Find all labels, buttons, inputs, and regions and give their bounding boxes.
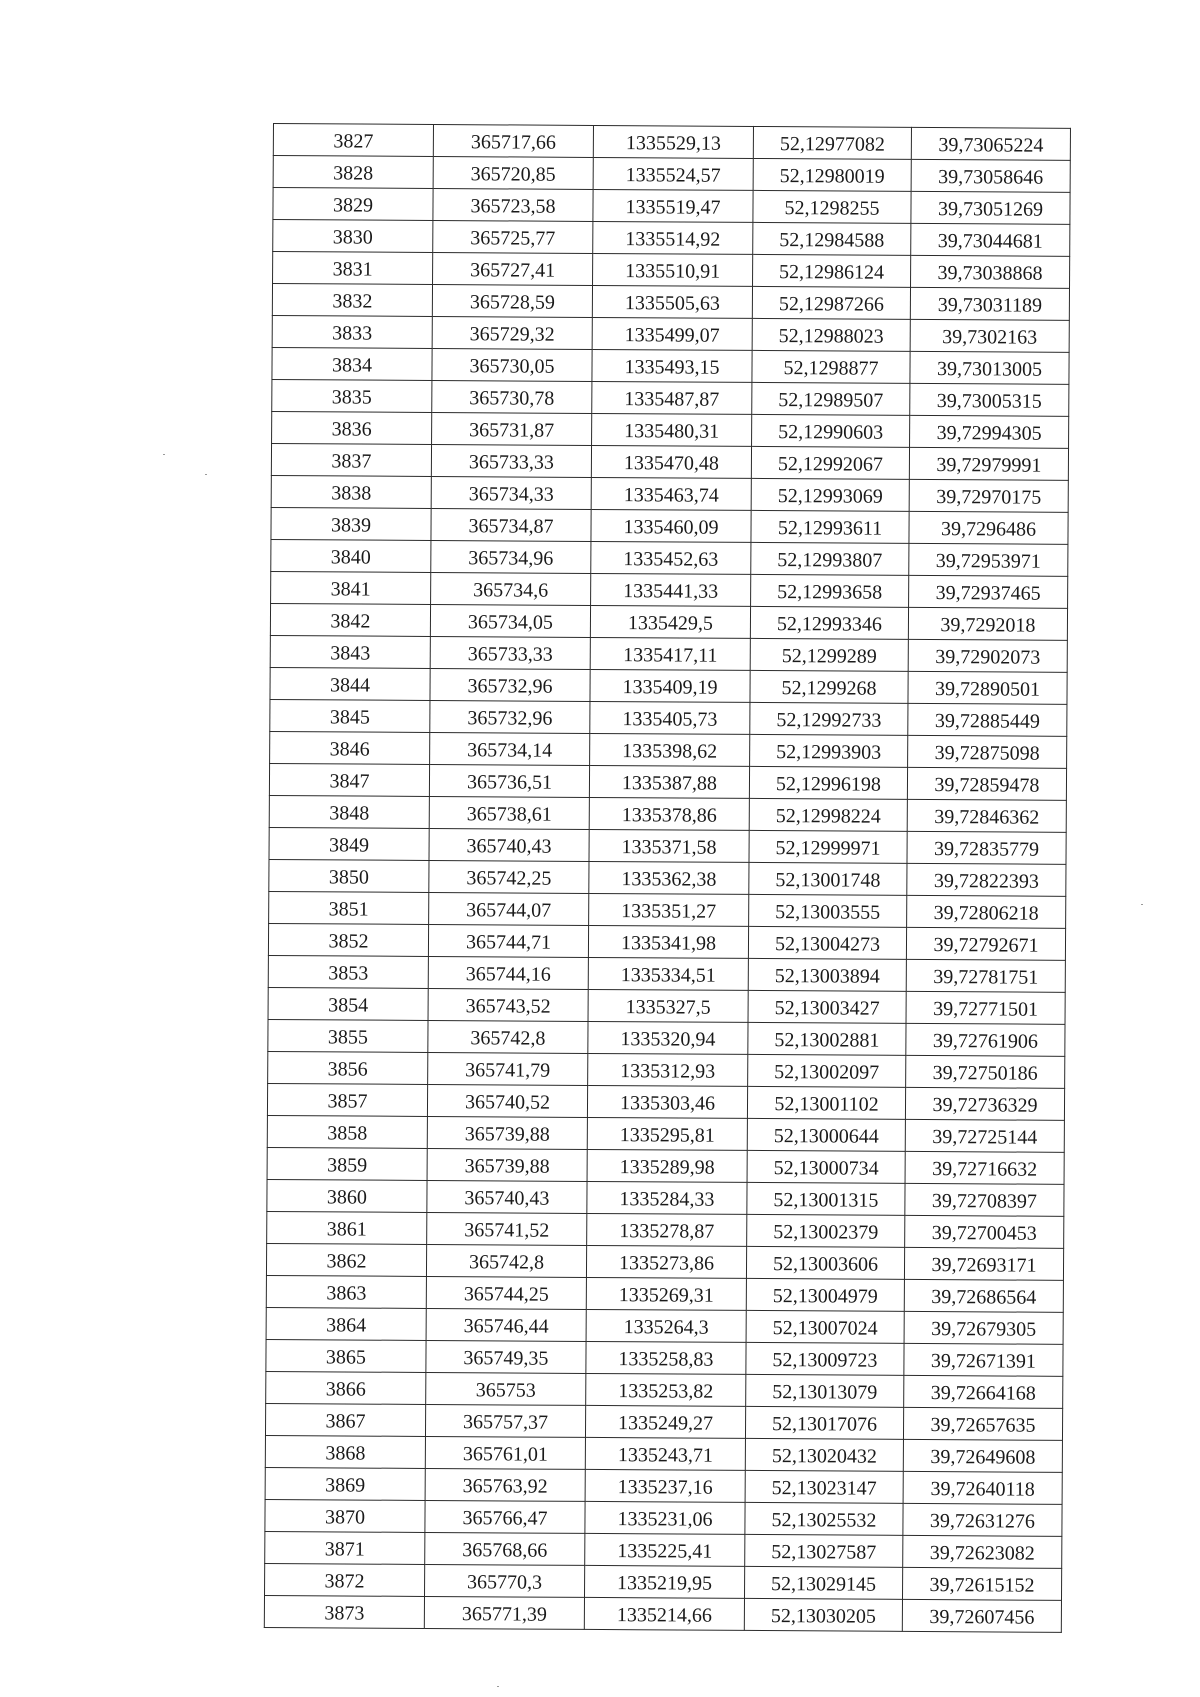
x-coordinate-cell: 365770,3 [425,1564,585,1597]
latitude-cell: 52,13027587 [745,1534,903,1567]
longitude-cell: 39,72806218 [907,895,1066,928]
table-row [267,1115,1064,1152]
latitude-cell: 52,1299289 [750,638,908,671]
point-number-cell: 3831 [273,252,433,285]
point-number-cell: 3832 [272,284,432,317]
x-coordinate-cell: 365742,8 [426,1244,586,1277]
latitude-cell: 52,13007024 [746,1310,904,1343]
longitude-cell: 39,72771501 [906,991,1065,1024]
point-number-cell: 3833 [272,315,432,348]
coordinates-table-body [264,124,1070,1633]
y-coordinate-cell: 1335398,62 [590,733,750,766]
latitude-cell: 52,12988023 [752,318,910,351]
y-coordinate-cell: 1335524,57 [593,157,753,190]
longitude-cell: 39,72875098 [908,735,1067,768]
longitude-cell: 39,73005315 [910,383,1069,416]
longitude-cell: 39,72979991 [909,447,1068,480]
latitude-cell: 52,12984588 [753,222,911,255]
y-coordinate-cell: 1335480,31 [592,413,752,446]
x-coordinate-cell: 365757,37 [425,1404,585,1437]
point-number-cell: 3850 [269,859,429,892]
x-coordinate-cell: 365761,01 [425,1436,585,1469]
latitude-cell: 52,12999971 [749,830,907,863]
x-coordinate-cell: 365733,33 [430,636,590,669]
x-coordinate-cell: 365734,96 [431,540,591,573]
point-number-cell: 3838 [271,475,431,508]
x-coordinate-cell: 365738,61 [429,796,589,829]
x-coordinate-cell: 365739,88 [427,1116,587,1149]
y-coordinate-cell: 1335409,19 [590,669,750,702]
y-coordinate-cell: 1335249,27 [585,1405,745,1438]
y-coordinate-cell: 1335487,87 [592,381,752,414]
latitude-cell: 52,13003606 [746,1246,904,1279]
longitude-cell: 39,72623082 [903,1535,1062,1568]
y-coordinate-cell: 1335273,86 [586,1245,746,1278]
table-row [265,1403,1062,1440]
longitude-cell: 39,72781751 [906,959,1065,992]
longitude-cell: 39,72686564 [904,1279,1063,1312]
scan-speck [1141,904,1143,905]
longitude-cell: 39,7292018 [908,607,1067,640]
latitude-cell: 52,13023147 [745,1470,903,1503]
point-number-cell: 3830 [273,220,433,253]
y-coordinate-cell: 1335320,94 [588,1021,748,1054]
point-number-cell: 3848 [269,795,429,828]
y-coordinate-cell: 1335334,51 [588,957,748,990]
longitude-cell: 39,72657635 [903,1407,1062,1440]
table-row [269,859,1066,896]
table-row [273,156,1070,193]
x-coordinate-cell: 365768,66 [425,1532,585,1565]
latitude-cell: 52,12989507 [752,382,910,415]
longitude-cell: 39,73031189 [910,287,1069,320]
point-number-cell: 3854 [268,987,428,1020]
table-row [266,1371,1063,1408]
latitude-cell: 52,13002379 [747,1214,905,1247]
table-row [270,603,1067,640]
x-coordinate-cell: 365720,85 [433,156,593,189]
table-row [270,699,1067,736]
latitude-cell: 52,12993658 [751,574,909,607]
x-coordinate-cell: 365732,96 [430,700,590,733]
x-coordinate-cell: 365742,25 [429,860,589,893]
table-row [272,284,1069,321]
x-coordinate-cell: 365727,41 [433,252,593,285]
x-coordinate-cell: 365729,32 [432,316,592,349]
y-coordinate-cell: 1335452,63 [591,541,751,574]
longitude-cell: 39,7302163 [910,319,1069,352]
latitude-cell: 52,12992733 [750,702,908,735]
y-coordinate-cell: 1335529,13 [593,125,753,158]
longitude-cell: 39,72664168 [904,1375,1063,1408]
longitude-cell: 39,72792671 [906,927,1065,960]
point-number-cell: 3855 [268,1019,428,1052]
y-coordinate-cell: 1335312,93 [588,1053,748,1086]
longitude-cell: 39,72859478 [907,767,1066,800]
longitude-cell: 39,72750186 [906,1055,1065,1088]
y-coordinate-cell: 1335258,83 [586,1341,746,1374]
point-number-cell: 3857 [267,1083,427,1116]
latitude-cell: 52,13029145 [744,1566,902,1599]
table-row [268,1051,1065,1088]
table-row [267,1083,1064,1120]
table-row [266,1307,1063,1344]
latitude-cell: 52,12992067 [751,446,909,479]
y-coordinate-cell: 1335514,92 [593,221,753,254]
latitude-cell: 52,12993069 [751,478,909,511]
y-coordinate-cell: 1335519,47 [593,189,753,222]
longitude-cell: 39,72736329 [905,1087,1064,1120]
longitude-cell: 39,72708397 [905,1183,1064,1216]
point-number-cell: 3837 [271,443,431,476]
y-coordinate-cell: 1335505,63 [592,285,752,318]
table-row [265,1467,1062,1504]
table-row [268,955,1065,992]
x-coordinate-cell: 365734,33 [431,476,591,509]
y-coordinate-cell: 1335253,82 [586,1373,746,1406]
longitude-cell: 39,73044681 [911,223,1070,256]
latitude-cell: 52,13001748 [749,862,907,895]
latitude-cell: 52,12993346 [750,606,908,639]
longitude-cell: 39,72902073 [908,639,1067,672]
y-coordinate-cell: 1335499,07 [592,317,752,350]
point-number-cell: 3829 [273,188,433,221]
point-number-cell: 3842 [270,603,430,636]
point-number-cell: 3867 [265,1403,425,1436]
y-coordinate-cell: 1335429,5 [590,605,750,638]
scan-speck [205,474,207,475]
table-row [266,1339,1063,1376]
y-coordinate-cell: 1335417,11 [590,637,750,670]
y-coordinate-cell: 1335510,91 [593,253,753,286]
latitude-cell: 52,12996198 [749,766,907,799]
x-coordinate-cell: 365741,52 [427,1212,587,1245]
x-coordinate-cell: 365753 [426,1372,586,1405]
point-number-cell: 3858 [267,1115,427,1148]
table-row [269,891,1066,928]
latitude-cell: 52,13001102 [747,1086,905,1119]
point-number-cell: 3845 [270,699,430,732]
y-coordinate-cell: 1335351,27 [589,893,749,926]
point-number-cell: 3871 [265,1531,425,1564]
y-coordinate-cell: 1335214,66 [584,1597,744,1630]
x-coordinate-cell: 365734,05 [430,604,590,637]
x-coordinate-cell: 365746,44 [426,1308,586,1341]
table-row [269,827,1066,864]
latitude-cell: 52,1298255 [753,190,911,223]
point-number-cell: 3853 [268,955,428,988]
point-number-cell: 3866 [266,1371,426,1404]
y-coordinate-cell: 1335327,5 [588,989,748,1022]
y-coordinate-cell: 1335264,3 [586,1309,746,1342]
table-row [271,475,1068,512]
y-coordinate-cell: 1335387,88 [589,765,749,798]
latitude-cell: 52,13002881 [748,1022,906,1055]
latitude-cell: 52,12990603 [752,414,910,447]
latitude-cell: 52,13009723 [746,1342,904,1375]
longitude-cell: 39,72615152 [902,1567,1061,1600]
table-row [265,1563,1062,1600]
table-row [271,507,1068,544]
table-row [270,731,1067,768]
longitude-cell: 39,72885449 [908,703,1067,736]
longitude-cell: 39,72835779 [907,831,1066,864]
longitude-cell: 39,72700453 [905,1215,1064,1248]
x-coordinate-cell: 365744,71 [428,924,588,957]
x-coordinate-cell: 365732,96 [430,668,590,701]
point-number-cell: 3849 [269,827,429,860]
latitude-cell: 52,12998224 [749,798,907,831]
latitude-cell: 52,13000644 [747,1118,905,1151]
x-coordinate-cell: 365717,66 [433,124,593,157]
longitude-cell: 39,72607456 [902,1599,1061,1632]
latitude-cell: 52,13013079 [746,1374,904,1407]
table-row [272,315,1069,352]
point-number-cell: 3847 [269,763,429,796]
point-number-cell: 3872 [265,1563,425,1596]
longitude-cell: 39,72725144 [905,1119,1064,1152]
longitude-cell: 39,72846362 [907,799,1066,832]
x-coordinate-cell: 365766,47 [425,1500,585,1533]
x-coordinate-cell: 365725,77 [433,220,593,253]
point-number-cell: 3835 [272,379,432,412]
y-coordinate-cell: 1335341,98 [588,925,748,958]
longitude-cell: 39,72671391 [904,1343,1063,1376]
x-coordinate-cell: 365749,35 [426,1340,586,1373]
y-coordinate-cell: 1335237,16 [585,1469,745,1502]
y-coordinate-cell: 1335243,71 [585,1437,745,1470]
table-row [266,1243,1063,1280]
longitude-cell: 39,72693171 [904,1247,1063,1280]
longitude-cell: 39,72679305 [904,1311,1063,1344]
x-coordinate-cell: 365734,14 [430,732,590,765]
point-number-cell: 3859 [267,1147,427,1180]
y-coordinate-cell: 1335295,81 [587,1117,747,1150]
x-coordinate-cell: 365723,58 [433,188,593,221]
point-number-cell: 3860 [267,1179,427,1212]
x-coordinate-cell: 365744,25 [426,1276,586,1309]
point-number-cell: 3839 [271,507,431,540]
x-coordinate-cell: 365733,33 [431,444,591,477]
table-row [270,635,1067,672]
x-coordinate-cell: 365744,07 [429,892,589,925]
point-number-cell: 3864 [266,1307,426,1340]
x-coordinate-cell: 365741,79 [428,1052,588,1085]
x-coordinate-cell: 365740,52 [427,1084,587,1117]
latitude-cell: 52,13025532 [745,1502,903,1535]
longitude-cell: 39,72649608 [903,1439,1062,1472]
table-row [269,763,1066,800]
x-coordinate-cell: 365739,88 [427,1148,587,1181]
latitude-cell: 52,13003894 [748,958,906,991]
longitude-cell: 39,7296486 [909,511,1068,544]
latitude-cell: 52,13017076 [745,1406,903,1439]
point-number-cell: 3852 [268,923,428,956]
point-number-cell: 3856 [268,1051,428,1084]
point-number-cell: 3827 [273,124,433,157]
x-coordinate-cell: 365743,52 [428,988,588,1021]
latitude-cell: 52,13003427 [748,990,906,1023]
longitude-cell: 39,72716632 [905,1151,1064,1184]
x-coordinate-cell: 365736,51 [429,764,589,797]
table-row [271,539,1068,576]
latitude-cell: 52,13004273 [748,926,906,959]
y-coordinate-cell: 1335231,06 [585,1501,745,1534]
latitude-cell: 52,12987266 [752,286,910,319]
table-row [264,1595,1061,1632]
table-row [268,987,1065,1024]
longitude-cell: 39,72822393 [907,863,1066,896]
y-coordinate-cell: 1335278,87 [587,1213,747,1246]
x-coordinate-cell: 365734,87 [431,508,591,541]
point-number-cell: 3862 [266,1243,426,1276]
table-row [268,923,1065,960]
y-coordinate-cell: 1335441,33 [591,573,751,606]
point-number-cell: 3851 [269,891,429,924]
point-number-cell: 3828 [273,156,433,189]
longitude-cell: 39,72937465 [909,575,1068,608]
point-number-cell: 3870 [265,1499,425,1532]
y-coordinate-cell: 1335225,41 [585,1533,745,1566]
table-row [272,347,1069,384]
table-row [266,1275,1063,1312]
table-row [271,443,1068,480]
longitude-cell: 39,73038868 [911,255,1070,288]
y-coordinate-cell: 1335303,46 [587,1085,747,1118]
x-coordinate-cell: 365734,6 [431,572,591,605]
latitude-cell: 52,13000734 [747,1150,905,1183]
latitude-cell: 52,12980019 [753,158,911,191]
x-coordinate-cell: 365740,43 [429,828,589,861]
y-coordinate-cell: 1335371,58 [589,829,749,862]
longitude-cell: 39,72640118 [903,1471,1062,1504]
latitude-cell: 52,12977082 [753,126,911,159]
longitude-cell: 39,73013005 [910,351,1069,384]
point-number-cell: 3869 [265,1467,425,1500]
point-number-cell: 3844 [270,667,430,700]
latitude-cell: 52,1298877 [752,350,910,383]
table-row [267,1147,1064,1184]
longitude-cell: 39,73051269 [911,191,1070,224]
latitude-cell: 52,13002097 [748,1054,906,1087]
point-number-cell: 3836 [272,411,432,444]
latitude-cell: 52,12986124 [753,254,911,287]
latitude-cell: 52,13001315 [747,1182,905,1215]
table-row [268,1019,1065,1056]
latitude-cell: 52,13003555 [749,894,907,927]
table-row [267,1211,1064,1248]
x-coordinate-cell: 365771,39 [424,1596,584,1629]
point-number-cell: 3873 [264,1595,424,1628]
table-row [265,1531,1062,1568]
table-row [267,1179,1064,1216]
latitude-cell: 52,13030205 [744,1598,902,1631]
y-coordinate-cell: 1335289,98 [587,1149,747,1182]
scan-speck [163,454,165,455]
y-coordinate-cell: 1335460,09 [591,509,751,542]
y-coordinate-cell: 1335463,74 [591,477,751,510]
table-row [273,124,1070,161]
point-number-cell: 3861 [267,1211,427,1244]
latitude-cell: 52,13020432 [745,1438,903,1471]
y-coordinate-cell: 1335493,15 [592,349,752,382]
y-coordinate-cell: 1335362,38 [589,861,749,894]
longitude-cell: 39,73058646 [911,159,1070,192]
point-number-cell: 3846 [270,731,430,764]
latitude-cell: 52,12993807 [751,542,909,575]
table-row [273,188,1070,225]
coordinates-table [264,123,1071,1633]
y-coordinate-cell: 1335284,33 [587,1181,747,1214]
table-row [273,252,1070,289]
longitude-cell: 39,72994305 [910,415,1069,448]
point-number-cell: 3843 [270,635,430,668]
scan-speck [497,1686,499,1687]
x-coordinate-cell: 365728,59 [432,284,592,317]
table-row [270,667,1067,704]
table-row [273,220,1070,257]
x-coordinate-cell: 365744,16 [428,956,588,989]
y-coordinate-cell: 1335219,95 [584,1565,744,1598]
longitude-cell: 39,72970175 [909,479,1068,512]
table-row [265,1499,1062,1536]
table-row [272,411,1069,448]
x-coordinate-cell: 365763,92 [425,1468,585,1501]
point-number-cell: 3834 [272,347,432,380]
x-coordinate-cell: 365730,05 [432,348,592,381]
y-coordinate-cell: 1335470,48 [591,445,751,478]
y-coordinate-cell: 1335405,73 [590,701,750,734]
latitude-cell: 52,13004979 [746,1278,904,1311]
latitude-cell: 52,12993903 [750,734,908,767]
point-number-cell: 3863 [266,1275,426,1308]
table-row [269,795,1066,832]
x-coordinate-cell: 365731,87 [432,412,592,445]
point-number-cell: 3868 [265,1435,425,1468]
longitude-cell: 39,72953971 [909,543,1068,576]
point-number-cell: 3840 [271,539,431,572]
latitude-cell: 52,1299268 [750,670,908,703]
y-coordinate-cell: 1335269,31 [586,1277,746,1310]
latitude-cell: 52,12993611 [751,510,909,543]
point-number-cell: 3841 [271,571,431,604]
table-row [272,379,1069,416]
table-row [271,571,1068,608]
x-coordinate-cell: 365740,43 [427,1180,587,1213]
x-coordinate-cell: 365742,8 [428,1020,588,1053]
longitude-cell: 39,73065224 [911,127,1070,160]
x-coordinate-cell: 365730,78 [432,380,592,413]
longitude-cell: 39,72761906 [906,1023,1065,1056]
longitude-cell: 39,72631276 [903,1503,1062,1536]
table-row [265,1435,1062,1472]
longitude-cell: 39,72890501 [908,671,1067,704]
point-number-cell: 3865 [266,1339,426,1372]
y-coordinate-cell: 1335378,86 [589,797,749,830]
